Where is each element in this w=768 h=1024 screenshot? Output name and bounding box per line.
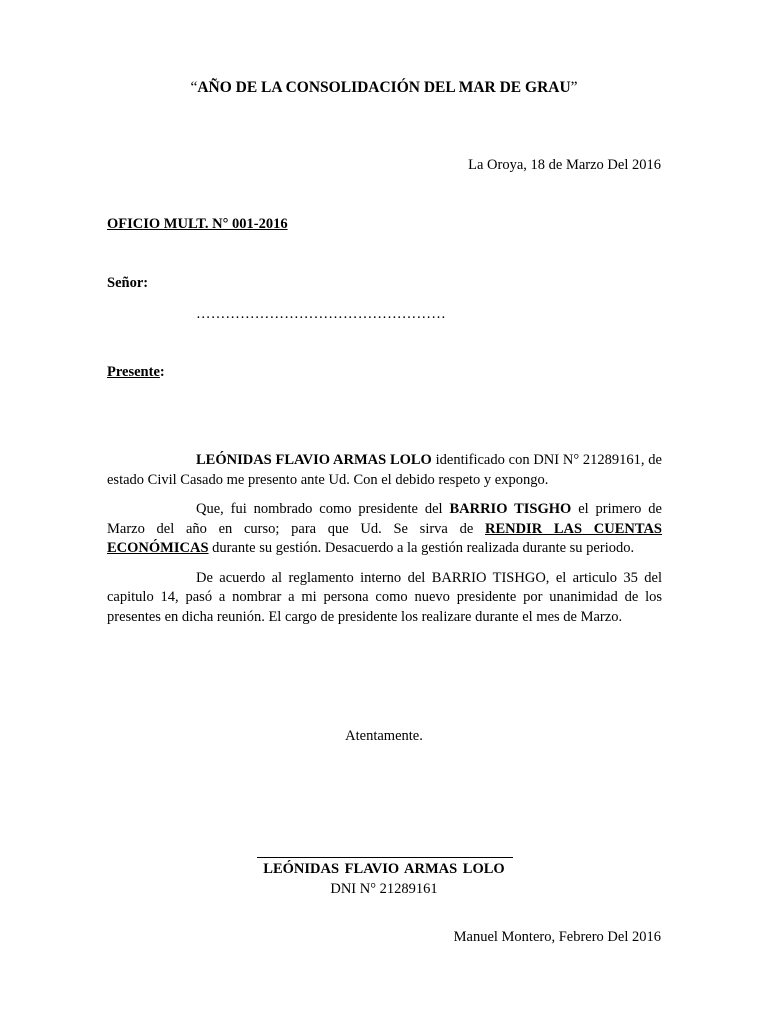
rendir-cuentas: RENDIR LAS CUENTAS ECONÓMICAS — [107, 520, 663, 556]
title-text: AÑO DE LA CONSOLIDACIÓN DEL MAR DE GRAU — [197, 79, 571, 96]
paragraph-1 — [107, 451, 662, 490]
paragraph-2-text-c: durante su gestión. Desacuerdo a la gestión realizada durante su periodo. — [208, 540, 635, 556]
reference-number: OFICIO MULT. N° 001-2016 — [107, 216, 288, 232]
close-quote: ” — [570, 79, 578, 96]
sender-name: LEÓNIDAS FLAVIO ARMAS LOLO — [196, 452, 432, 468]
signature-name: LEÓNIDAS FLAVIO ARMAS LOLO — [263, 861, 505, 877]
document-title — [0, 78, 768, 98]
date-line: La Oroya, 18 de Marzo Del 2016 — [468, 157, 661, 173]
open-quote: “ — [190, 79, 198, 96]
barrio-name: BARRIO TISGHO — [449, 501, 572, 517]
paragraph-2 — [107, 500, 662, 559]
closing: Atentamente. — [345, 728, 423, 744]
addressee-label: Señor: — [107, 275, 149, 291]
paragraph-2-text-b: el primero de Marzo del año en curso; para que Ud. Se sirva de — [107, 501, 662, 537]
signature-dni: DNI N° 21289161 — [330, 881, 438, 897]
presente-text: Presente — [107, 364, 160, 380]
paragraph-1-text: identificado con DNI N° 21289161, de estado Civil Casado me presento ante Ud. Con el debido respeto y expongo. — [107, 452, 662, 488]
letter-body — [107, 451, 662, 637]
footer-place-date: Manuel Montero, Febrero Del 2016 — [453, 929, 661, 945]
addressee-placeholder: …………………………………………… — [196, 306, 446, 322]
signature-line — [257, 857, 513, 858]
paragraph-2-text-a: Que, fui nombrado como presidente del — [196, 501, 450, 517]
paragraph-3 — [107, 569, 662, 628]
presente-label — [107, 363, 165, 383]
paragraph-3-text: De acuerdo al reglamento interno del BARRIO TISHGO, el articulo 35 del capitulo 14, pasó a nombrar a mi persona como nuevo presidente por unanimidad de los presentes en dicha reunión. El cargo de presidente los realizare durante el mes de Marzo. — [107, 569, 662, 625]
presente-colon: : — [159, 364, 165, 380]
